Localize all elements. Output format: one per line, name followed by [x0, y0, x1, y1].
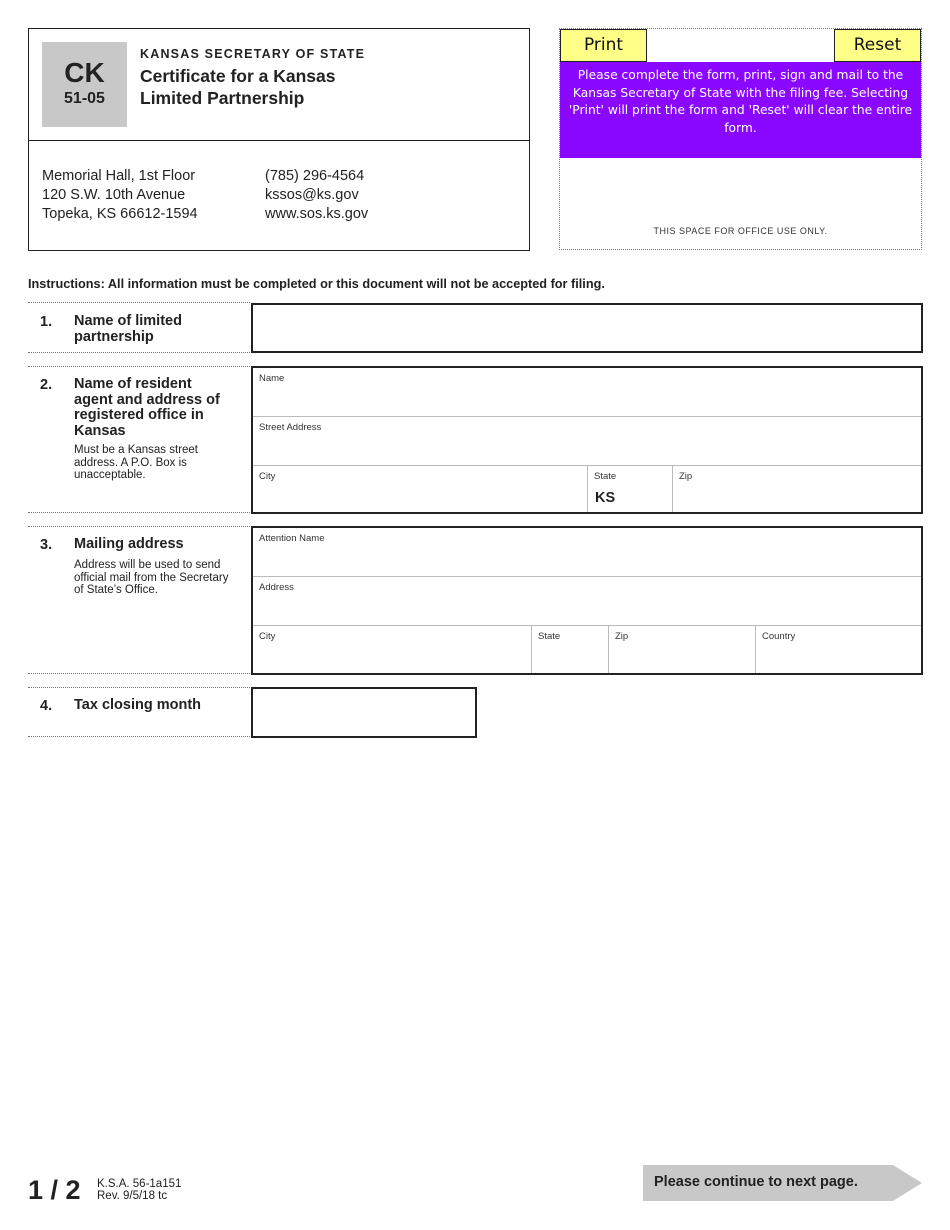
section-divider [28, 352, 250, 353]
question-number: 4. [40, 698, 53, 714]
mailing-city-field[interactable] [253, 626, 532, 673]
note-line: Must be a Kansas street [74, 444, 199, 456]
label-line: agent and address of [74, 391, 220, 408]
field-label: Attention Name [259, 533, 325, 544]
label-line: partnership [74, 328, 154, 345]
revision-line: Rev. 9/5/18 tc [97, 1189, 168, 1202]
reset-button[interactable]: Reset [834, 29, 921, 62]
form-number: 51-05 [64, 90, 105, 107]
section-divider [28, 687, 250, 688]
statute-reference [97, 1179, 181, 1202]
mailing-state-field[interactable] [532, 626, 609, 673]
form-code: CK [64, 57, 105, 88]
label-line: registered office in [74, 407, 204, 423]
mailing-country-field[interactable] [756, 626, 921, 673]
agent-zip-field[interactable] [673, 466, 921, 512]
note-line: Address will be used to send [74, 559, 221, 571]
section-divider [28, 302, 250, 303]
agent-street-field[interactable] [253, 417, 921, 466]
tax-closing-month-field[interactable] [251, 687, 477, 738]
section-divider [28, 736, 250, 737]
note-line: of State’s Office. [74, 584, 158, 596]
label-line: Name of resident [74, 376, 192, 392]
field-label: Street Address [259, 422, 322, 433]
field-label: Address [259, 582, 294, 593]
form-title-line1: Certificate for a Kansas [140, 66, 336, 86]
question-label: Mailing address [74, 536, 184, 552]
agent-city-field[interactable] [253, 466, 588, 512]
address-line: Topeka, KS 66612-1594 [42, 206, 198, 222]
question-number: 3. [40, 537, 53, 553]
state-value: KS [595, 490, 616, 506]
field-label: Zip [679, 471, 693, 482]
field-label: Zip [615, 631, 629, 642]
office-use-label: THIS SPACE FOR OFFICE USE ONLY. [653, 226, 828, 236]
continue-arrow [643, 1165, 922, 1201]
question-note [74, 444, 198, 482]
note-line: official mail from the Secretary [74, 571, 229, 584]
print-button[interactable]: Print [560, 29, 647, 62]
question-number: 2. [40, 377, 53, 393]
field-label: Name [259, 373, 285, 384]
office-use-box [559, 28, 922, 250]
mailing-address-block [42, 167, 198, 224]
mailing-address-box [251, 526, 923, 675]
section-divider [28, 366, 250, 367]
form-title [140, 65, 400, 109]
email-link[interactable]: kssos@ks.gov [265, 187, 359, 203]
question-number: 1. [40, 314, 53, 330]
phone: (785) 296-4564 [265, 168, 365, 184]
page-number: 1 / 2 [28, 1175, 81, 1205]
section-divider [28, 673, 250, 674]
field-label: State [538, 631, 561, 642]
mailing-address-field[interactable] [253, 577, 921, 626]
registered-agent-box [251, 366, 923, 514]
field-label: City [259, 471, 276, 482]
section-divider [28, 526, 250, 527]
limited-partnership-name-field[interactable] [251, 303, 923, 353]
form-notice-panel: Please complete the form, print, sign and mail to the Kansas Secretary of State with the filing fee. Selecting 'Print' will print the form and 'Reset' will clear the entire form. [560, 62, 921, 158]
note-line: unacceptable. [74, 469, 146, 481]
field-label: City [259, 631, 276, 642]
header-divider [29, 140, 529, 141]
website-link[interactable]: www.sos.ks.gov [265, 206, 369, 222]
question-note [74, 559, 228, 597]
agent-name-field[interactable] [253, 368, 921, 417]
attention-name-field[interactable] [253, 528, 921, 577]
field-label: Country [762, 631, 796, 642]
section-divider [28, 512, 250, 513]
contact-block [265, 167, 368, 224]
ksa-line: K.S.A. 56-1a151 [97, 1178, 182, 1190]
instructions: Instructions: All information must be completed or this document will not be accepted for filing. [28, 277, 605, 291]
agency-name: KANSAS SECRETARY OF STATE [140, 47, 366, 61]
label-line: Kansas [74, 422, 126, 439]
address-line: Memorial Hall, 1st Floor [42, 168, 196, 184]
question-label [74, 314, 182, 345]
header-box [28, 28, 530, 251]
agent-state-field[interactable] [588, 466, 673, 512]
continue-label: Please continue to next page. [654, 1174, 858, 1190]
mailing-zip-field[interactable] [609, 626, 756, 673]
field-label: State [594, 471, 617, 482]
label-line: Name of limited [74, 313, 182, 329]
note-line: address. A P.O. Box is [74, 456, 187, 469]
form-code-badge [42, 42, 127, 127]
question-label: Tax closing month [74, 697, 202, 713]
question-label [74, 377, 220, 439]
form-title-line2: Limited Partnership [140, 88, 305, 108]
address-line: 120 S.W. 10th Avenue [42, 187, 186, 203]
